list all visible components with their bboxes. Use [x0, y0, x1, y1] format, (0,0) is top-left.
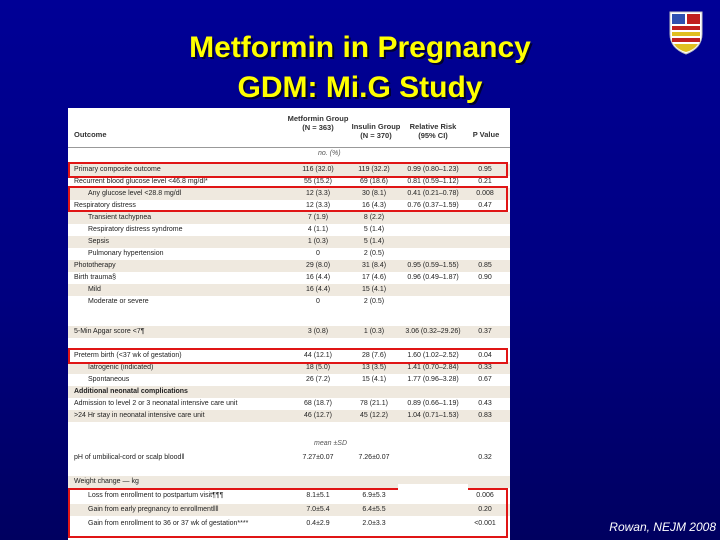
- metformin-value: 46 (12.7): [303, 412, 333, 419]
- relative-risk-value: 0.95 (0.59–1.55): [407, 262, 459, 269]
- row-label: Any glucose level <28.8 mg/dl: [88, 190, 182, 197]
- insulin-value: 8 (2.2): [363, 214, 385, 221]
- metformin-value: 116 (32.0): [302, 166, 334, 173]
- metformin-value: 55 (15.2): [303, 178, 333, 185]
- relative-risk-value: 0.41 (0.21–0.78): [407, 190, 459, 197]
- relative-risk-value: 0.76 (0.37–1.59): [407, 202, 459, 209]
- row-label: Birth trauma§: [74, 274, 117, 281]
- highlight-box-primary-outcome: [68, 162, 508, 178]
- slide-title-line-1: Metformin in Pregnancy: [189, 31, 531, 64]
- row-label: Respiratory distress syndrome: [88, 226, 183, 233]
- row-label: >24 Hr stay in neonatal intensive care unit: [74, 412, 205, 419]
- p-value: 0.67: [478, 376, 492, 383]
- insulin-value: 78 (21.1): [359, 400, 389, 407]
- metformin-value: 1 (0.3): [307, 238, 329, 245]
- row-label: Gain from early pregnancy to enrollment‖‖: [88, 506, 219, 513]
- university-crest-icon: [668, 10, 704, 56]
- relative-risk-value: 0.99 (0.80–1.23): [407, 166, 459, 173]
- metformin-value: 44 (12.1): [303, 352, 333, 359]
- row-label: Spontaneous: [88, 376, 130, 383]
- row-label: Primary composite outcome: [74, 166, 161, 173]
- insulin-value: 15 (4.1): [361, 286, 387, 293]
- metformin-value: 0: [316, 298, 320, 305]
- table-row: [68, 224, 510, 236]
- relative-risk-value: 0.96 (0.49–1.87): [407, 274, 459, 281]
- row-label: Respiratory distress: [74, 202, 136, 209]
- p-value: 0.83: [478, 412, 492, 419]
- table-row: [68, 452, 510, 464]
- metformin-value: 7 (1.9): [307, 214, 329, 221]
- p-value: <0.001: [474, 520, 496, 527]
- table-row: [68, 284, 510, 296]
- insulin-value: 45 (12.2): [359, 412, 389, 419]
- insulin-value: 17 (4.6): [361, 274, 387, 281]
- results-table: [68, 108, 510, 540]
- header-p-value: P Value: [472, 130, 500, 139]
- metformin-value: 4 (1.1): [307, 226, 329, 233]
- subheader-mean-sd: mean ±SD: [314, 440, 348, 447]
- table-row: [68, 212, 510, 224]
- row-label: Iatrogenic (indicated): [88, 364, 154, 371]
- metformin-value: 68 (18.7): [303, 400, 333, 407]
- p-value: 0.43: [478, 400, 492, 407]
- row-label: Sepsis: [88, 238, 110, 245]
- row-label: Mild: [88, 286, 101, 293]
- row-label: Gain from enrollment to 36 or 37 wk of gestation****: [88, 520, 249, 527]
- row-label: pH of umbilical-cord or scalp blood‖: [74, 454, 185, 461]
- row-label: Transient tachypnea: [88, 214, 152, 221]
- table-row: [68, 260, 510, 272]
- highlight-box-glucose: [68, 186, 508, 212]
- metformin-value: 7.0±5.4: [306, 506, 330, 513]
- p-value: 0.85: [478, 262, 492, 269]
- table-row: [68, 296, 510, 308]
- relative-risk-value: 3.06 (0.32–29.26): [405, 328, 461, 335]
- insulin-value: 7.26±0.07: [358, 454, 390, 461]
- relative-risk-value: 0.89 (0.66–1.19): [407, 400, 459, 407]
- citation: Rowan, NEJM 2008: [609, 520, 716, 534]
- insulin-value: 5 (1.4): [363, 238, 385, 245]
- row-label: Admission to level 2 or 3 neonatal intensive care unit: [74, 400, 238, 407]
- p-value: 0.04: [478, 352, 492, 359]
- row-label: Phototherapy: [74, 262, 116, 269]
- header-insulin: Insulin Group (N = 370): [351, 122, 401, 140]
- p-value: 0.95: [478, 166, 492, 173]
- row-label: Loss from enrollment to postpartum visit¶¶¶: [88, 492, 224, 499]
- header-outcome: Outcome: [74, 130, 107, 139]
- metformin-value: 16 (4.4): [305, 274, 331, 281]
- p-value: 0.32: [478, 454, 492, 461]
- row-label: 5-Min Apgar score <7¶: [74, 328, 145, 335]
- insulin-value: 6.9±5.3: [362, 492, 386, 499]
- p-value: 0.008: [476, 190, 494, 197]
- relative-risk-value: 1.77 (0.96–3.28): [407, 376, 459, 383]
- insulin-value: 28 (7.6): [361, 352, 387, 359]
- metformin-value: 18 (5.0): [305, 364, 331, 371]
- p-value: 0.37: [478, 328, 492, 335]
- relative-risk-value: 1.60 (1.02–2.52): [407, 352, 459, 359]
- header-divider: [68, 147, 510, 148]
- relative-risk-value: 1.04 (0.71–1.53): [407, 412, 459, 419]
- insulin-value: 31 (8.4): [361, 262, 387, 269]
- row-label: Recurrent blood glucose level <46.8 mg/dl*: [74, 178, 208, 185]
- table-row: [68, 386, 510, 398]
- insulin-value: 2 (0.5): [363, 298, 385, 305]
- row-label: Moderate or severe: [88, 298, 149, 305]
- row-label: Weight change — kg: [74, 478, 139, 485]
- header-relative-risk: Relative Risk (95% CI): [409, 122, 457, 140]
- insulin-value: 119 (32.2): [358, 166, 390, 173]
- table-row: [68, 374, 510, 386]
- table-row: [68, 248, 510, 260]
- metformin-value: 12 (3.3): [305, 202, 331, 209]
- highlight-box-preterm: [68, 348, 508, 364]
- metformin-value: 0.4±2.9: [306, 520, 330, 527]
- p-value: 0.90: [478, 274, 492, 281]
- insulin-value: 30 (8.1): [361, 190, 387, 197]
- table-row: [68, 326, 510, 338]
- p-value: 0.21: [478, 178, 492, 185]
- p-value: 0.20: [478, 506, 492, 513]
- insulin-value: 15 (4.1): [361, 376, 387, 383]
- insulin-value: 5 (1.4): [363, 226, 385, 233]
- subheader-count-percent: no. (%): [318, 150, 341, 157]
- metformin-value: 7.27±0.07: [302, 454, 334, 461]
- insulin-value: 2 (0.5): [363, 250, 385, 257]
- relative-risk-value: 1.41 (0.70–2.84): [407, 364, 459, 371]
- insulin-value: 69 (18.6): [359, 178, 389, 185]
- p-value: 0.006: [476, 492, 494, 499]
- p-value: 0.47: [478, 202, 492, 209]
- table-row: [68, 398, 510, 410]
- metformin-value: 8.1±5.1: [306, 492, 330, 499]
- slide-title-line-2: GDM: Mi.G Study: [237, 71, 483, 104]
- row-label: Additional neonatal complications: [74, 388, 188, 395]
- insulin-value: 13 (3.5): [361, 364, 387, 371]
- p-value: 0.33: [478, 364, 492, 371]
- insulin-value: 16 (4.3): [361, 202, 387, 209]
- metformin-value: 12 (3.3): [305, 190, 331, 197]
- table-row: [68, 272, 510, 284]
- header-metformin: Metformin Group (N = 363): [287, 114, 349, 132]
- insulin-value: 2.0±3.3: [362, 520, 386, 527]
- metformin-value: 29 (8.0): [305, 262, 331, 269]
- insulin-value: 6.4±5.5: [362, 506, 386, 513]
- row-label: Pulmonary hypertension: [88, 250, 164, 257]
- metformin-value: 26 (7.2): [305, 376, 331, 383]
- relative-risk-value: 0.81 (0.59–1.12): [407, 178, 459, 185]
- table-row: [68, 410, 510, 422]
- metformin-value: 0: [316, 250, 320, 257]
- metformin-value: 3 (0.8): [307, 328, 329, 335]
- row-label: Preterm birth (<37 wk of gestation): [74, 352, 182, 359]
- white-mask: [398, 484, 468, 504]
- insulin-value: 1 (0.3): [363, 328, 385, 335]
- metformin-value: 16 (4.4): [305, 286, 331, 293]
- table-row: [68, 236, 510, 248]
